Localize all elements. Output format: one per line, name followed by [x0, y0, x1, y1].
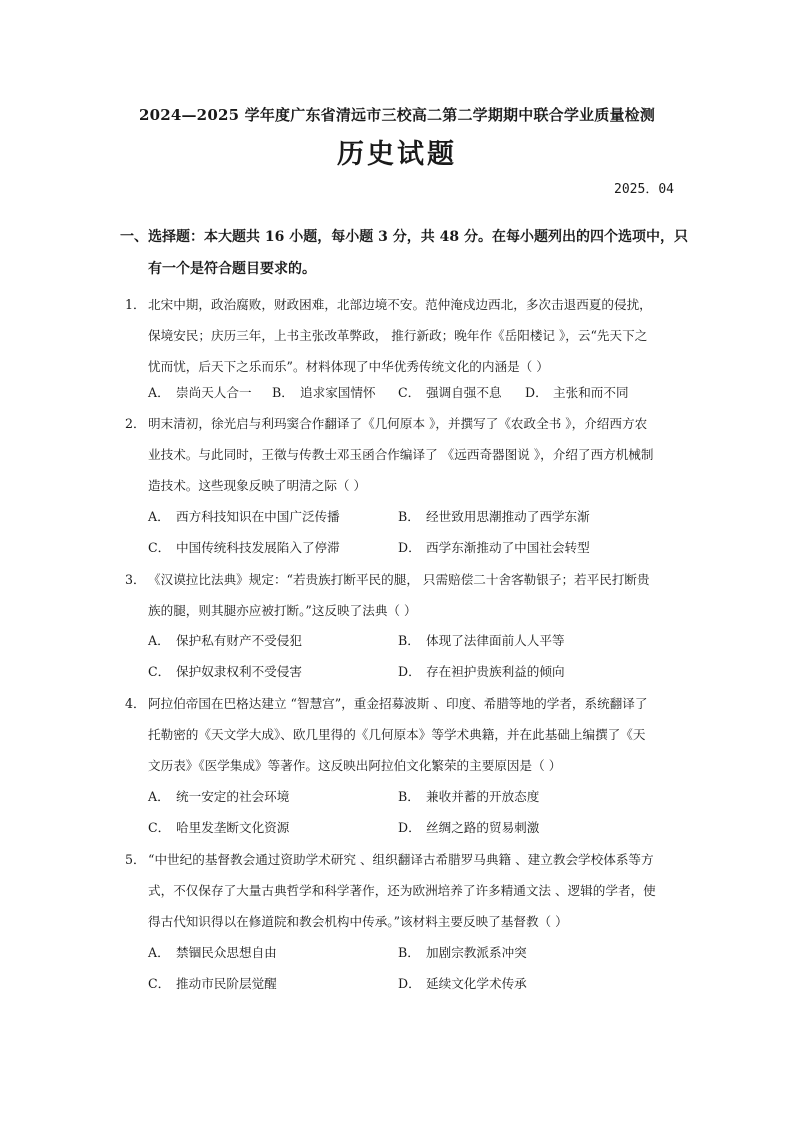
question-number: 4．: [125, 696, 146, 711]
question-stem-line: 保境安民；庆历三年，上书主张改革弊政， 推行新政；晚年作《岳阳楼记 》，云“先天下之: [148, 328, 648, 343]
option-d: [398, 817, 539, 839]
option-letter: C．: [398, 385, 421, 400]
option-text: 经世致用思潮推动了西学东渐: [426, 509, 590, 524]
option-letter: D．: [398, 664, 421, 679]
option-letter: C．: [148, 976, 171, 991]
question-number: 2．: [125, 416, 146, 431]
option-letter: B．: [398, 789, 420, 804]
option-b: [398, 942, 527, 964]
option-letter: D．: [398, 976, 421, 991]
option-d: [398, 661, 565, 683]
exam-date: 2025．04: [614, 182, 674, 197]
option-text: 禁锢民众思想自由: [176, 945, 277, 960]
option-text: 延续文化学术传承: [426, 976, 527, 991]
option-c: [148, 817, 289, 839]
option-letter: A．: [148, 509, 170, 524]
question-stem-line: 北宋中期，政治腐败，财政困难，北部边境不安。范仲淹戍边西北，多次击退西夏的侵扰，: [148, 297, 652, 312]
option-letter: D．: [398, 540, 421, 555]
option-b: [398, 786, 539, 808]
option-c: [398, 382, 502, 404]
question-stem-line: 式，不仅保存了大量古典哲学和科学著作，还为欧洲培养了许多精通文法 、逻辑的学者，使: [148, 883, 656, 898]
option-a: [148, 506, 340, 528]
option-a: [148, 382, 252, 404]
option-text: 哈里发垄断文化资源: [176, 820, 290, 835]
question-stem-line: 文历表》《医学集成》等著作。这反映出阿拉伯文化繁荣的主要原因是（ ）: [148, 758, 562, 773]
option-text: 保护奴隶权利不受侵害: [176, 664, 302, 679]
section-instruction-line-1: 一、选择题：本大题共 16 小题，每小题 3 分，共 48 分。在每小题列出的四个选项中，只: [120, 229, 688, 245]
option-text: 中国传统科技发展陷入了停滞: [176, 540, 340, 555]
question-number: 1．: [125, 297, 146, 312]
option-c: [148, 537, 340, 559]
option-text: 推动市民阶层觉醒: [176, 976, 277, 991]
option-text: 西学东渐推动了中国社会转型: [426, 540, 590, 555]
option-letter: B．: [398, 509, 420, 524]
option-text: 崇尚天人合一: [176, 385, 252, 400]
option-letter: D．: [525, 385, 548, 400]
question-stem-line: “中世纪的基督教会通过资助学术研究 、组织翻译古希腊罗马典籍 、建立教会学校体系等方: [148, 852, 654, 867]
question-stem-line: 阿拉伯帝国在巴格达建立 “智慧宫”，重金招募波斯 、印度、希腊等地的学者，系统翻译了: [148, 696, 648, 711]
option-a: [148, 630, 302, 652]
option-text: 保护私有财产不受侵犯: [176, 633, 302, 648]
option-letter: A．: [148, 789, 170, 804]
option-text: 主张和而不同: [553, 385, 629, 400]
option-letter: A．: [148, 385, 170, 400]
option-text: 体现了法律面前人人平等: [426, 633, 565, 648]
option-text: 存在袒护贵族利益的倾向: [426, 664, 565, 679]
option-d: [525, 382, 629, 404]
option-letter: C．: [148, 820, 171, 835]
option-letter: B．: [272, 385, 294, 400]
question-stem-line: 业技术。与此同时，王徵与传教士邓玉函合作编译了 《远西奇器图说 》，介绍了西方机械制: [148, 447, 654, 462]
option-b: [272, 382, 376, 404]
option-text: 加剧宗教派系冲突: [426, 945, 527, 960]
subject-title: 历史试题: [337, 139, 457, 170]
option-letter: A．: [148, 633, 170, 648]
option-c: [148, 661, 302, 683]
option-text: 丝绸之路的贸易刺激: [426, 820, 540, 835]
question-number: 3．: [125, 572, 146, 587]
question-stem-line: 得古代知识得以在修道院和教会机构中传承。”该材料主要反映了基督教（ ）: [148, 914, 568, 929]
option-d: [398, 537, 590, 559]
option-letter: D．: [398, 820, 421, 835]
option-letter: B．: [398, 633, 420, 648]
question-stem-line: 忧而忧，后天下之乐而乐”。材料体现了中华优秀传统文化的内涵是（ ）: [148, 359, 549, 374]
exam-title: 2024—2025 学年度广东省清远市三校高二第二学期期中联合学业质量检测: [138, 106, 656, 124]
option-b: [398, 506, 590, 528]
option-text: 西方科技知识在中国广泛传播: [176, 509, 340, 524]
option-letter: B．: [398, 945, 420, 960]
option-text: 兼收并蓄的开放态度: [426, 789, 540, 804]
option-text: 强调自强不息: [426, 385, 502, 400]
question-stem-line: 族的腿，则其腿亦应被打断。”这反映了法典（ ）: [148, 603, 417, 618]
option-text: 追求家国情怀: [300, 385, 376, 400]
option-d: [398, 973, 527, 995]
question-stem-line: 《汉谟拉比法典》规定：“若贵族打断平民的腿， 只需赔偿二十舍客勒银子；若平民打断贵: [148, 572, 650, 587]
question-number: 5．: [125, 852, 146, 867]
option-c: [148, 973, 277, 995]
option-letter: A．: [148, 945, 170, 960]
option-a: [148, 942, 277, 964]
option-letter: C．: [148, 540, 171, 555]
option-a: [148, 786, 289, 808]
question-stem-line: 明末清初，徐光启与利玛窦合作翻译了《几何原本 》，并撰写了《农政全书 》，介绍西方农: [148, 416, 648, 431]
section-instruction-line-2: 有一个是符合题目要求的。: [148, 261, 316, 277]
question-stem-line: 托勒密的《天文学大成》、欧几里得的《几何原本》等学术典籍，并在此基础上编撰了《天: [148, 727, 646, 742]
option-text: 统一安定的社会环境: [176, 789, 290, 804]
option-b: [398, 630, 565, 652]
question-stem-line: 造技术。这些现象反映了明清之际（ ）: [148, 478, 367, 493]
option-letter: C．: [148, 664, 171, 679]
